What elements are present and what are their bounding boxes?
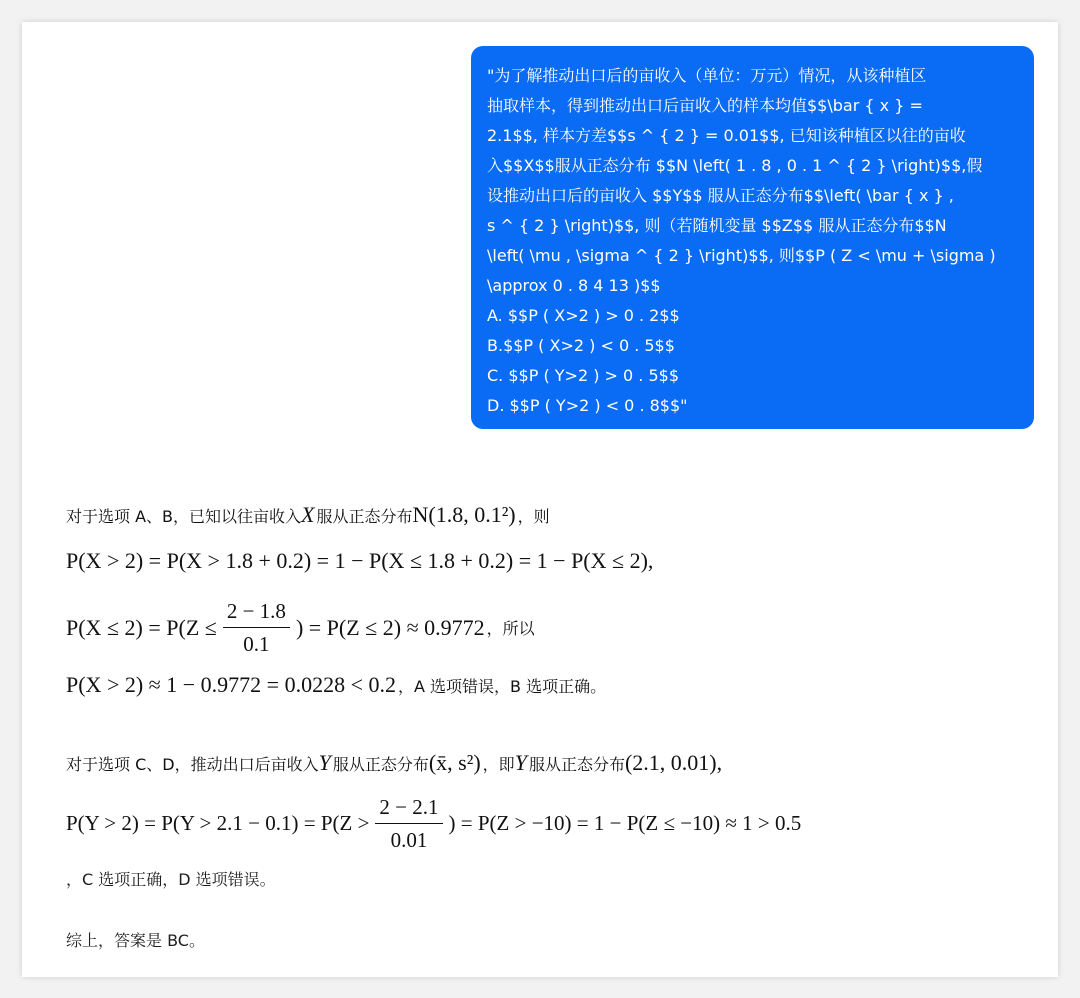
cd-intro: 对于选项 C、D，推动出口后亩收入 Y 服从正态分布 (x̄, s²) ，即 Y 服从正态分布 (2.1, 0.01) , <box>66 750 723 775</box>
ab-equation-3: P(X > 2) ≈ 1 − 0.9772 = 0.0228 < 0.2 ，A 选项错误，B 选项正确。 <box>66 672 607 697</box>
question-line: 设推动出口后的亩收入 $$Y$$ 服从正态分布$$\left( \bar { x } , <box>487 186 954 205</box>
option-b: B.$$P ( X>2 ) < 0 . 5$$ <box>487 336 675 355</box>
question-line: s ^ { 2 } \right)$$, 则（若随机变量 $$Z$$ 服从正态分布$$N <box>487 216 947 235</box>
option-c: C. $$P ( Y>2 ) > 0 . 5$$ <box>487 366 680 385</box>
fraction: $\frac{2 - 2.1}{0.01}$ <box>375 794 442 854</box>
question-line: "为了解推动出口后的亩收入（单位：万元）情况，从该种植区 <box>487 66 927 85</box>
option-d: D. $$P ( Y>2 ) < 0 . 8$$" <box>487 396 688 415</box>
chat-card <box>22 22 1058 977</box>
question-line: 2.1$$, 样本方差$$s ^ { 2 } = 0.01$$, 已知该种植区以往的亩收 <box>487 126 966 145</box>
question-line: 入$$X$$服从正态分布 $$N \left( 1 . 8 , 0 . 1 ^ { 2 } \right)$$,假 <box>487 156 983 175</box>
cd-conclusion: ，C 选项正确，D 选项错误。 <box>66 870 276 889</box>
question-line: \left( \mu , \sigma ^ { 2 } \right)$$, 则$$P ( Z < \mu + \sigma ) <box>487 246 996 265</box>
question-line: \approx 0 . 8 4 13 )$$ <box>487 276 661 295</box>
fraction: $\frac{2 - 1.8}{0.1}$ <box>223 598 290 658</box>
option-a: A. $$P ( X>2 ) > 0 . 2$$ <box>487 306 680 325</box>
final-answer: 综上，答案是 BC。 <box>66 931 205 950</box>
cd-equation-1: P(Y > 2) = P(Y > 2.1 − 0.1) = P(Z > $\frac{2 - 2.1}{0.01}$ ) = P(Z > −10) = 1 − P(Z ≤ −10) ≈ 1 > 0.5 <box>66 795 802 853</box>
ab-equation-2: P(X ≤ 2) = P(Z ≤ $\frac{2 - 1.8}{0.1}$ ) = P(Z ≤ 2) ≈ 0.9772 ，所以 <box>66 599 535 657</box>
user-question-bubble <box>471 46 1034 429</box>
ab-intro: 对于选项 A、B，已知以往亩收入 X 服从正态分布 N(1.8, 0.1²) ，则 <box>66 502 550 527</box>
question-line: 抽取样本，得到推动出口后亩收入的样本均值$$\bar { x } = <box>487 96 923 115</box>
ab-equation-1: P(X > 2) = P(X > 1.8 + 0.2) = 1 − P(X ≤ 1.8 + 0.2) = 1 − P(X ≤ 2), <box>66 548 654 573</box>
